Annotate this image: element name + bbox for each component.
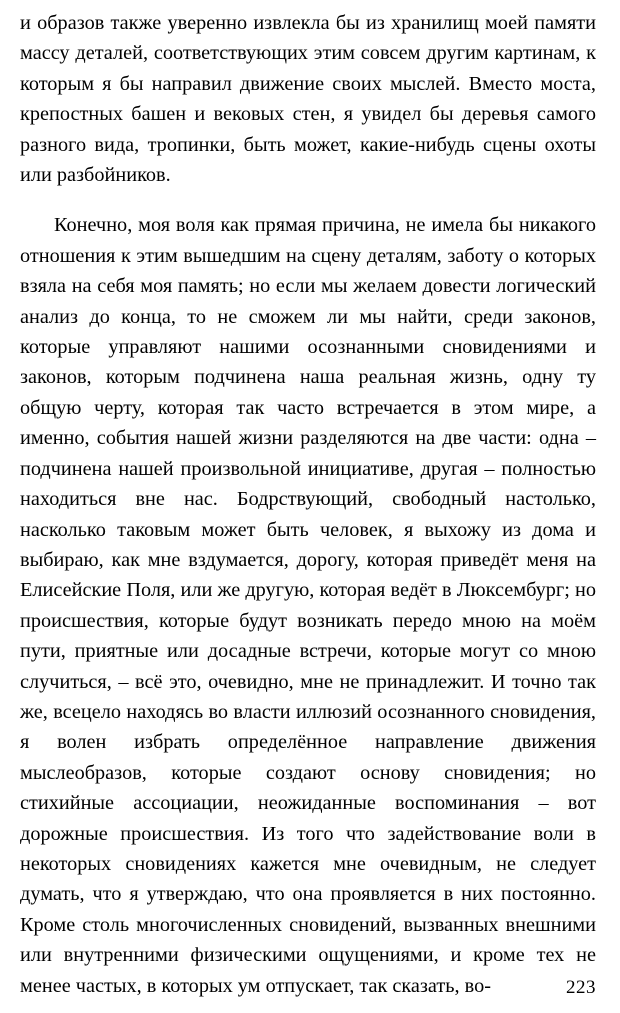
page-number: 223 <box>566 977 596 998</box>
paragraph-1: и образов также уверенно извлекла бы из хранилищ моей памяти массу деталей, соответствующих этим совсем другим картинам, к которым я бы направил движение своих мыслей. Вместо моста, крепостных башен и вековых стен, я увидел бы деревья самого разного вида, тропинки, быть может, какие-нибудь сцены охоты или разбойников. <box>20 12 596 187</box>
page-body <box>20 8 596 1001</box>
paragraph-2: Конечно, моя воля как прямая причина, не имела бы никакого отношения к этим вышедшим на сцену деталям, заботу о которых взяла на себя моя память; но если мы желаем довести логический анализ до конца, то не сможем ли мы найти, среди законов, которые управляют нашими осознанными сновидениями и законов, которым подчинена наша реальная жизнь, одну ту общую черту, которая так часто встречается в этом мире, а именно, события нашей жизни разделяются на две части: одна – подчинена нашей произвольной инициативе, другая – полностью находиться вне нас. Бодрствующий, свободный настолько, насколько таковым может быть человек, я выхожу из дома и выбираю, как мне вздумается, дорогу, которая приведёт меня на Елисейские Поля, или же другую, которая ведёт в Люксембург; но происшествия, которые будут возникать передо мною на моём пути, приятные или досадные встречи, которые могут со мною случиться, – всё это, очевидно, мне не принадлежит. И точно так же, всецело находясь во власти иллюзий осознанного сновидения, я волен избрать определённое направление движения мыслеобразов, которые создают основу сновидения; но стихийные ассоциации, неожиданные воспоминания – вот дорожные происшествия. Из того что задействование воли в некоторых сновидениях кажется мне очевидным, не следует думать, что я утверждаю, что она проявляется в них постоянно. Кроме столь многочисленных сновидений, вызванных внешними или внутренними физическими ощущениями, и кроме тех не менее частых, в которых ум отпускает, так сказать, во- <box>20 214 596 997</box>
